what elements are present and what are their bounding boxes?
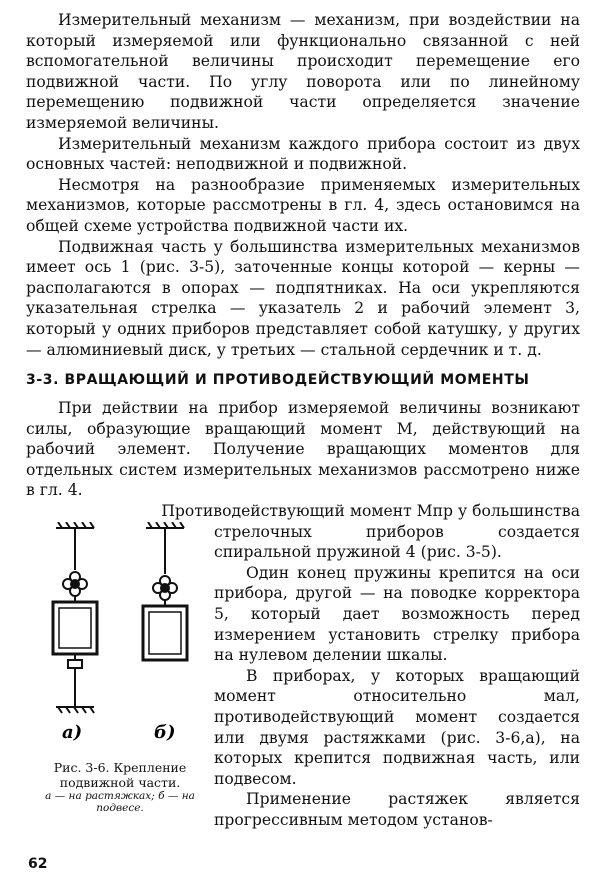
caption-title: Рис. 3-6. Крепление подвижной части. (53, 759, 187, 790)
page-number: 62 (28, 856, 48, 872)
paragraph: Измерительный механизм каждого прибора состоит из двух основных частей: неподвижной и подвижной. (26, 134, 580, 174)
mount-on-suspension (143, 522, 187, 660)
paragraph: В приборах, у которых вращающий момент относительно мал, противодействующий момент создается или двумя растяжками (рис. 3-6,а), на которых крепится подвижная часть, или подвесом. (214, 666, 580, 788)
suspension-diagram (26, 522, 214, 754)
figure-label-b: б) (154, 721, 176, 743)
caption-detail: а — на растяжках; б — на подвесе. (45, 789, 195, 814)
paragraph: Применение растяжек является прогрессивным методом установ- (214, 790, 580, 829)
paragraph: Подвижная часть у большинства измерительных механизмов имеет ось 1 (рис. 3-5), заточенные концы которой — керны — располагаются в опорах — подпятниках. На оси укрепляются указательная стрелка — указатель 2 и рабочий элемент 3, который у одних приборов представляет собой катушку, у других — алюминиевый диск, у третьих — стальной сердечник и т. д. (26, 237, 580, 359)
figure-3-6 (26, 522, 214, 831)
paragraph: стрелочных приборов создается спиральной пружиной 4 (рис. 3-5). (214, 522, 580, 562)
right-column (214, 522, 580, 831)
paragraph-lead: Противодействующий момент Mпр у большинства (161, 502, 580, 521)
paragraph: Измерительный механизм — механизм, при воздействии на который измеряемой или функционально связанной с ней вспомогательной величины происходит перемещение его подвижной части. По углу поворота или по линейному перемещению подвижной части определяется значение измеряемой величины. (26, 11, 580, 132)
figure-label-a: а) (62, 721, 83, 743)
page-body (26, 10, 580, 831)
paragraph: Один конец пружины крепится на оси прибора, другой — на поводке корректора 5, который дает возможность перед измерением установить стрелку прибора на нулевом делении шкалы. (214, 563, 580, 665)
paragraph: При действии на прибор измеряемой величины возникают силы, образующие вращающий момент M, действующий на рабочий элемент. Получение вращающих моментов для отдельных систем измерительных механизмов рассмотрено ниже в гл. 4. (26, 399, 580, 500)
figure-caption (26, 760, 214, 814)
section-heading: 3-3. ВРАЩАЮЩИЙ И ПРОТИВОДЕЙСТВУЮЩИЙ МОМЕНТЫ (26, 372, 530, 389)
figure-row (26, 522, 580, 831)
paragraph: Несмотря на разнообразие применяемых измерительных механизмов, которые рассмотрены в гл. 4, здесь остановимся на общей схеме устройства подвижной части их. (26, 175, 580, 235)
mount-on-bands (53, 522, 97, 713)
